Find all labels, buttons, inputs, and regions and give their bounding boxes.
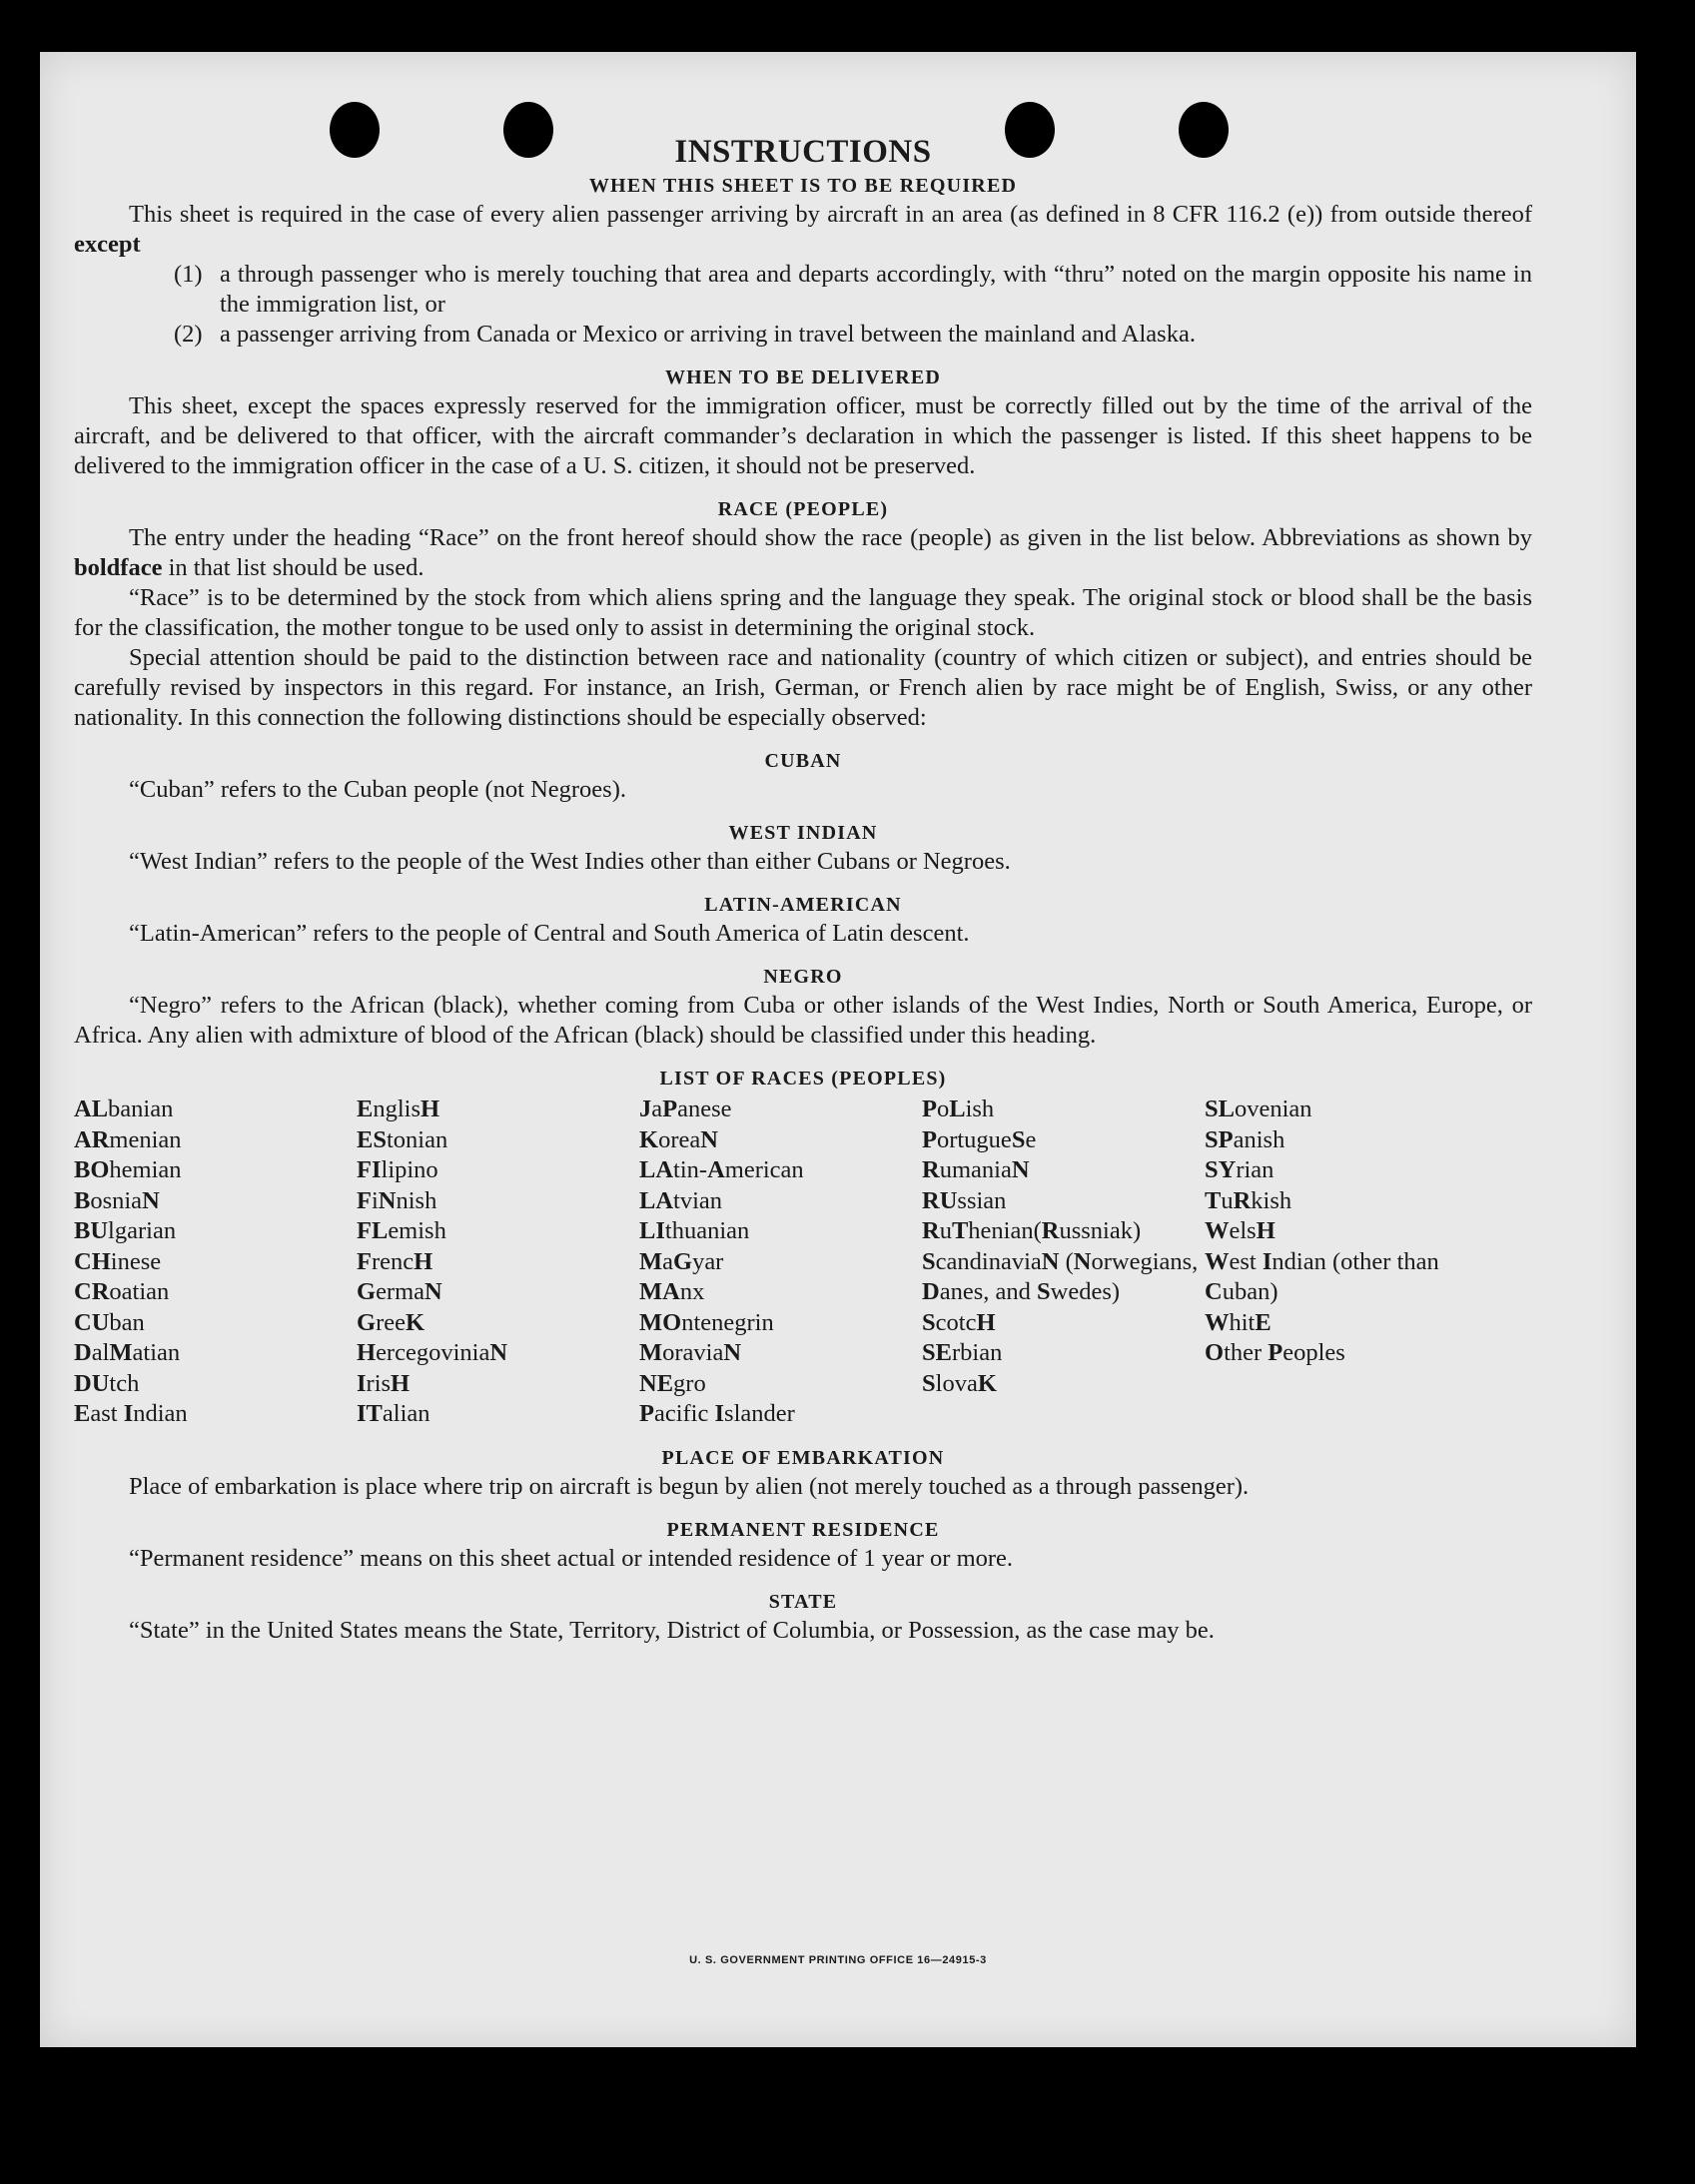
- section-heading: CUBAN: [764, 750, 842, 772]
- race-entry: LIthuanian: [639, 1217, 750, 1244]
- race-entry: KoreaN: [639, 1125, 718, 1153]
- races-column: [639, 1094, 922, 1430]
- section-state: [74, 1588, 1532, 1646]
- section-list-of-races: [74, 1065, 1532, 1430]
- race-entry: FiNnish: [357, 1186, 437, 1214]
- race-entry: ITalian: [357, 1400, 430, 1427]
- section-embarkation: [74, 1444, 1532, 1502]
- race-entry: LAtvian: [639, 1186, 723, 1214]
- section-paragraph: “Cuban” refers to the Cuban people (not Negroes).: [129, 776, 626, 803]
- race-entry: CHinese: [74, 1247, 162, 1275]
- section-paragraph: This sheet, except the spaces expressly reserved for the immigration officer, must be correctly filled out by the time of the arrival of the aircraft, and be delivered to that officer, with the aircraft commander’s declaration in which the passenger is listed. If this sheet happens to be delivered to the immigration officer in the case of a U. S. citizen, it should not be preserved.: [74, 392, 1532, 479]
- section-paragraph: “West Indian” refers to the people of the West Indies other than either Cubans or Negroes.: [129, 848, 1011, 875]
- race-entry: ARmenian: [74, 1125, 182, 1153]
- race-entry: NEgro: [639, 1369, 706, 1397]
- race-entry: MOntenegrin: [639, 1308, 774, 1336]
- race-entry: IrisH: [357, 1369, 411, 1397]
- race-entry: JaPanese: [639, 1095, 732, 1122]
- race-entry: HercegoviniaN: [357, 1339, 508, 1366]
- race-entry: ScandinaviaN (Norwegians, Danes, and Swedes): [922, 1247, 1199, 1305]
- section-cuban: [74, 747, 1532, 805]
- race-entry: RumaniaN: [922, 1156, 1030, 1183]
- section-latin-american: [74, 891, 1532, 949]
- race-entry: PoLish: [922, 1095, 995, 1122]
- race-entry: FrencH: [357, 1247, 433, 1275]
- section-heading: LATIN-AMERICAN: [704, 894, 902, 916]
- race-entry: LAtin-American: [639, 1156, 804, 1183]
- race-entry: RuThenian(Russniak): [922, 1217, 1142, 1244]
- numbered-item: [174, 320, 1532, 350]
- section-heading: NEGRO: [763, 966, 843, 988]
- document-content: [74, 132, 1532, 1646]
- race-entry: DUtch: [74, 1369, 140, 1397]
- item-text: a passenger arriving from Canada or Mexico or arriving in travel between the mainland and Alaska.: [220, 321, 1196, 348]
- section-when-required: [74, 172, 1532, 350]
- race-entry: MaGyar: [639, 1247, 724, 1275]
- race-entry: ScotcH: [922, 1308, 996, 1336]
- section-heading: PERMANENT RESIDENCE: [666, 1518, 940, 1541]
- race-entry: SlovaK: [922, 1369, 997, 1397]
- race-entry: CUban: [74, 1308, 145, 1336]
- race-entry: RUssian: [922, 1186, 1007, 1214]
- races-table: [74, 1094, 1532, 1430]
- item-text: a through passenger who is merely touching that area and departs accordingly, with “thru” noted on the margin opposite his name in the immigration list, or: [220, 261, 1532, 318]
- numbered-item: [174, 260, 1532, 320]
- section-paragraph: The entry under the heading “Race” on the front hereof should show the race (people) as given in the list below. Abbreviations as shown by boldface in that list should be used.: [74, 524, 1532, 581]
- section-paragraph: Special attention should be paid to the distinction between race and nationality (country of which citizen or subject), and entries should be carefully revised by inspectors in this regard. For instance, an Irish, German, or French alien by race might be of English, Swiss, or any other nationality. In this connection the following distinctions should be especially observed:: [74, 644, 1532, 731]
- race-entry: SLovenian: [1205, 1095, 1312, 1122]
- race-entry: FLemish: [357, 1217, 446, 1244]
- section-paragraph: “Negro” refers to the African (black), whether coming from Cuba or other islands of the West Indies, North or South America, Europe, or Africa. Any alien with admixture of blood of the African (black) should be classified under this heading.: [74, 992, 1532, 1049]
- race-entry: EStonian: [357, 1125, 448, 1153]
- race-entry: TuRkish: [1205, 1186, 1292, 1214]
- race-entry: DalMatian: [74, 1339, 181, 1366]
- section-paragraph: This sheet is required in the case of every alien passenger arriving by aircraft in an area (as defined in 8 CFR 116.2 (e)) from outside thereof except: [74, 201, 1532, 258]
- item-number: (1): [174, 261, 203, 288]
- race-entry: SYrian: [1205, 1156, 1274, 1183]
- section-heading: STATE: [768, 1590, 838, 1613]
- race-entry: Other Peoples: [1205, 1339, 1345, 1366]
- section-negro: [74, 963, 1532, 1051]
- section-when-delivered: [74, 364, 1532, 481]
- race-entry: ALbanian: [74, 1095, 174, 1122]
- races-column: [1205, 1094, 1504, 1430]
- race-entry: GermaN: [357, 1278, 442, 1305]
- section-heading: WHEN TO BE DELIVERED: [664, 366, 942, 388]
- race-entry: WhitE: [1205, 1308, 1271, 1336]
- race-entry: WelsH: [1205, 1217, 1275, 1244]
- section-race: [74, 495, 1532, 733]
- section-paragraph: “Latin-American” refers to the people of Central and South America of Latin descent.: [129, 920, 970, 947]
- section-paragraph: “Race” is to be determined by the stock from which aliens spring and the language they speak. The original stock or blood shall be the basis for the classification, the mother tongue to be used only to assist in determining the original stock.: [74, 584, 1532, 641]
- race-entry: MoraviaN: [639, 1339, 742, 1366]
- race-entry: EnglisH: [357, 1095, 440, 1122]
- race-entry: CRoatian: [74, 1278, 170, 1305]
- race-entry: SErbian: [922, 1339, 1003, 1366]
- race-entry: SPanish: [1205, 1125, 1285, 1153]
- race-entry: BOhemian: [74, 1156, 182, 1183]
- race-entry: Pacific Islander: [639, 1400, 795, 1427]
- race-entry: West Indian (other than Cuban): [1205, 1247, 1439, 1305]
- section-heading: WHEN THIS SHEET IS TO BE REQUIRED: [588, 175, 1018, 197]
- section-heading: PLACE OF EMBARKATION: [661, 1446, 945, 1469]
- races-column: [922, 1094, 1205, 1430]
- race-entry: MAnx: [639, 1278, 705, 1305]
- section-heading: RACE (PEOPLE): [717, 498, 889, 520]
- races-column: [357, 1094, 639, 1430]
- race-entry: FIlipino: [357, 1156, 438, 1183]
- section-heading: WEST INDIAN: [728, 822, 878, 844]
- printing-office-imprint: U. S. GOVERNMENT PRINTING OFFICE 16—24915-3: [689, 1954, 987, 1966]
- section-paragraph: “Permanent residence” means on this sheet actual or intended residence of 1 year or more.: [129, 1544, 1014, 1572]
- race-entry: GreeK: [357, 1308, 425, 1336]
- section-paragraph: “State” in the United States means the State, Territory, District of Columbia, or Possession, as the case may be.: [129, 1616, 1215, 1644]
- race-entry: BosniaN: [74, 1186, 160, 1214]
- race-entry: PortugueSe: [922, 1125, 1037, 1153]
- race-entry: East Indian: [74, 1400, 188, 1427]
- document-sheet: [40, 52, 1636, 2047]
- section-permanent-residence: [74, 1516, 1532, 1574]
- races-column: [74, 1094, 357, 1430]
- section-heading: LIST OF RACES (PEOPLES): [659, 1068, 947, 1090]
- page-title: INSTRUCTIONS: [674, 134, 932, 170]
- section-west-indian: [74, 819, 1532, 877]
- item-number: (2): [174, 321, 203, 348]
- race-entry: BUlgarian: [74, 1217, 177, 1244]
- section-paragraph: Place of embarkation is place where trip on aircraft is begun by alien (not merely touched as a through passenger).: [129, 1472, 1250, 1500]
